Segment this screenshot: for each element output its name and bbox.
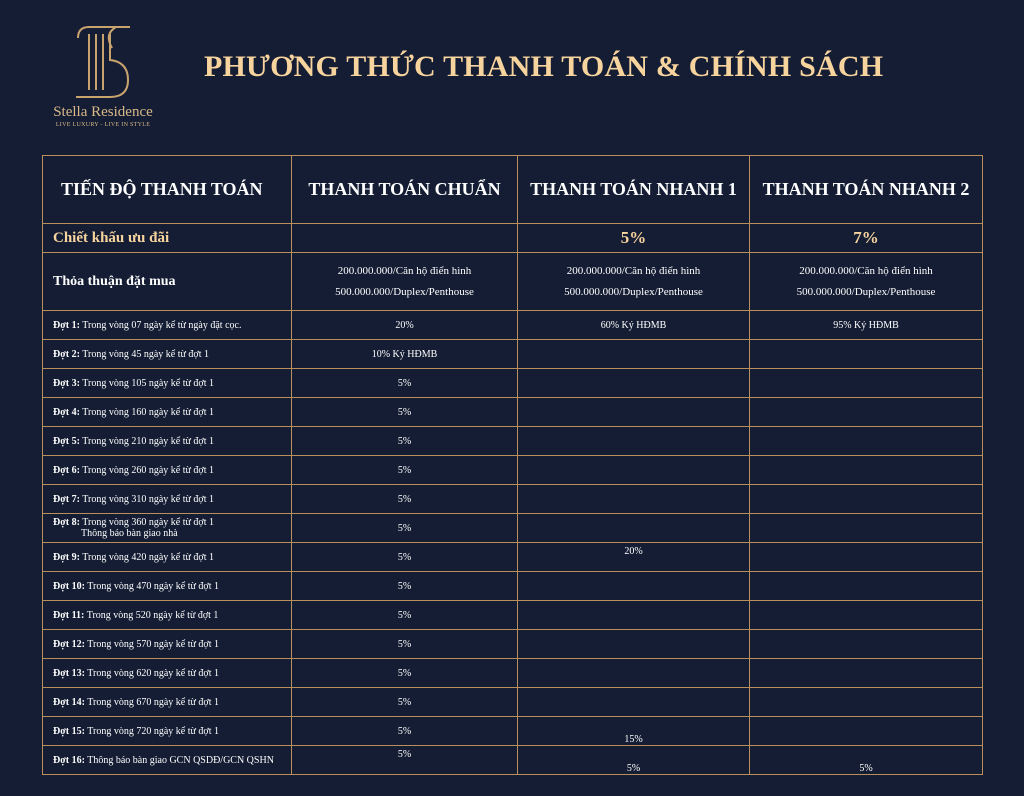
value-fast1 <box>518 630 750 659</box>
schedule-row <box>43 543 983 572</box>
value-std <box>292 746 518 775</box>
value-std <box>292 688 518 717</box>
phase-cell <box>43 514 292 543</box>
value-text: 95% Ký HĐMB <box>833 319 899 331</box>
phase-cell <box>43 427 292 456</box>
value-std <box>292 369 518 398</box>
phase-description: Trong vòng 260 ngày kể từ đợt 1 <box>82 464 214 476</box>
phase-cell <box>43 398 292 427</box>
phase-description: Trong vòng 310 ngày kể từ đợt 1 <box>82 493 214 505</box>
agreement-line-duplex: 500.000.000/Duplex/Penthouse <box>796 285 936 298</box>
phase-description: Trong vòng 360 ngày kể từ đợt 1 <box>82 517 214 528</box>
value-std <box>292 543 518 572</box>
value-fast1 <box>518 456 750 485</box>
schedule-row <box>43 746 983 775</box>
schedule-row <box>43 601 983 630</box>
value-text: 5% <box>397 609 412 621</box>
phase-description: Trong vòng 45 ngày kể từ đợt 1 <box>82 348 209 360</box>
discount-standard <box>292 224 518 253</box>
value-std <box>292 311 518 340</box>
value-std <box>292 398 518 427</box>
value-text: 5% <box>397 551 412 563</box>
phase-number: Đợt 14: <box>53 696 85 708</box>
value-fast2 <box>750 543 983 572</box>
value-text: 5% <box>397 493 412 505</box>
schedule-row <box>43 340 983 369</box>
value-text: 15% <box>624 733 643 745</box>
header-fast-payment-1: THANH TOÁN NHANH 1 <box>518 156 750 224</box>
phase-number: Đợt 16: <box>53 754 85 766</box>
phase-cell <box>43 311 292 340</box>
agreement-row <box>43 253 983 311</box>
value-fast2 <box>750 659 983 688</box>
phase-number: Đợt 3: <box>53 377 80 389</box>
value-std <box>292 485 518 514</box>
phase-number: Đợt 13: <box>53 667 85 679</box>
value-fast2 <box>750 601 983 630</box>
value-fast2 <box>750 369 983 398</box>
value-fast2 <box>750 572 983 601</box>
schedule-row <box>43 398 983 427</box>
phase-number: Đợt 10: <box>53 580 85 592</box>
value-fast2 <box>750 485 983 514</box>
agreement-line-apartment: 200.000.000/Căn hộ điển hình <box>566 264 701 277</box>
value-std <box>292 659 518 688</box>
schedule-row <box>43 514 983 543</box>
phase-number: Đợt 4: <box>53 406 80 418</box>
value-std <box>292 340 518 369</box>
value-fast1 <box>518 311 750 340</box>
value-fast2 <box>750 746 983 775</box>
schedule-row <box>43 659 983 688</box>
value-fast1 <box>518 340 750 369</box>
phase-description: Trong vòng 470 ngày kể từ đợt 1 <box>87 580 219 592</box>
agreement-fast-1 <box>518 253 750 311</box>
phase-cell <box>43 572 292 601</box>
phase-description: Trong vòng 620 ngày kể từ đợt 1 <box>87 667 219 679</box>
discount-fast-1: 5% <box>518 224 750 253</box>
phase-description: Trong vòng 160 ngày kể từ đợt 1 <box>82 406 214 418</box>
phase-description: Trong vòng 670 ngày kể từ đợt 1 <box>87 696 219 708</box>
schedule-row <box>43 485 983 514</box>
value-text: 5% <box>626 762 641 774</box>
phase-cell <box>43 746 292 775</box>
phase-cell <box>43 340 292 369</box>
schedule-row <box>43 688 983 717</box>
brand-logo <box>40 22 166 132</box>
phase-cell <box>43 456 292 485</box>
value-fast1 <box>518 398 750 427</box>
value-std <box>292 717 518 746</box>
agreement-label: Thỏa thuận đặt mua <box>43 253 292 311</box>
brand-tagline: LIVE LUXURY - LIVE IN STYLE <box>55 122 151 128</box>
brand-name: Stella Residence <box>53 104 153 120</box>
value-text: 5% <box>397 435 412 447</box>
phase-number: Đợt 1: <box>53 319 80 331</box>
value-text: 5% <box>397 748 412 760</box>
phase-cell <box>43 485 292 514</box>
table-header-row <box>43 156 983 224</box>
phase-description: Trong vòng 520 ngày kể từ đợt 1 <box>86 609 219 621</box>
value-text: 5% <box>397 696 412 708</box>
value-std <box>292 514 518 543</box>
value-fast2 <box>750 340 983 369</box>
phase-number: Đợt 6: <box>53 464 80 476</box>
value-std <box>292 601 518 630</box>
value-text: 5% <box>397 580 412 592</box>
value-text: 5% <box>397 638 412 650</box>
phase-cell <box>43 659 292 688</box>
header-payment-progress: TIẾN ĐỘ THANH TOÁN <box>43 156 292 224</box>
phase-cell <box>43 601 292 630</box>
phase-description: Trong vòng 720 ngày kể từ đợt 1 <box>87 725 219 737</box>
value-text: 5% <box>397 464 412 476</box>
value-std <box>292 427 518 456</box>
phase-number: Đợt 9: <box>53 551 80 563</box>
phase-description: Thông báo bàn giao GCN QSDĐ/GCN QSHN <box>87 754 274 766</box>
schedule-row <box>43 572 983 601</box>
header-standard-payment: THANH TOÁN CHUẨN <box>292 156 518 224</box>
phase-description: Trong vòng 420 ngày kể từ đợt 1 <box>82 551 214 563</box>
phase-description: Trong vòng 210 ngày kể từ đợt 1 <box>82 435 214 447</box>
value-fast1 <box>518 572 750 601</box>
discount-fast-2: 7% <box>750 224 983 253</box>
value-text: 10% Ký HĐMB <box>371 348 438 360</box>
phase-number: Đợt 2: <box>53 348 80 360</box>
discount-label: Chiết khấu ưu đãi <box>43 224 292 253</box>
value-text: 5% <box>859 762 873 774</box>
phase-description: Trong vòng 570 ngày kể từ đợt 1 <box>87 638 219 650</box>
value-fast2 <box>750 311 983 340</box>
stella-monogram-icon <box>72 24 134 100</box>
schedule-row <box>43 717 983 746</box>
value-fast1 <box>518 543 750 572</box>
value-text: 5% <box>397 522 412 534</box>
phase-number: Đợt 8: <box>53 517 80 528</box>
phase-cell <box>43 543 292 572</box>
phase-number: Đợt 15: <box>53 725 85 737</box>
value-fast1 <box>518 369 750 398</box>
phase-cell <box>43 369 292 398</box>
value-text: 20% <box>395 319 414 331</box>
discount-row <box>43 224 983 253</box>
value-fast1 <box>518 659 750 688</box>
phase-cell <box>43 630 292 659</box>
value-fast1 <box>518 688 750 717</box>
payment-schedule-table <box>42 155 983 775</box>
value-fast1 <box>518 717 750 746</box>
agreement-fast-2 <box>750 253 983 311</box>
phase-number: Đợt 5: <box>53 435 80 447</box>
value-fast1 <box>518 601 750 630</box>
value-fast1 <box>518 485 750 514</box>
phase-number: Đợt 12: <box>53 638 85 650</box>
value-fast2 <box>750 398 983 427</box>
schedule-row <box>43 456 983 485</box>
phase-cell <box>43 717 292 746</box>
page-title: PHƯƠNG THỨC THANH TOÁN & CHÍNH SÁCH <box>204 50 884 83</box>
phase-description: Trong vòng 07 ngày kể từ ngày đặt cọc. <box>82 319 242 331</box>
schedule-row <box>43 311 983 340</box>
value-fast1 <box>518 514 750 543</box>
value-text: 5% <box>397 406 412 418</box>
value-fast2 <box>750 630 983 659</box>
value-std <box>292 456 518 485</box>
schedule-row <box>43 369 983 398</box>
value-text: 5% <box>397 725 412 737</box>
agreement-standard <box>292 253 518 311</box>
schedule-row <box>43 427 983 456</box>
value-text: 5% <box>397 667 412 679</box>
value-fast1 <box>518 746 750 775</box>
phase-note: Thông báo bàn giao nhà <box>81 528 178 539</box>
phase-description: Trong vòng 105 ngày kể từ đợt 1 <box>82 377 214 389</box>
agreement-line-apartment: 200.000.000/Căn hộ điển hình <box>799 264 933 277</box>
value-std <box>292 572 518 601</box>
agreement-line-apartment: 200.000.000/Căn hộ điển hình <box>337 264 472 277</box>
phase-number: Đợt 11: <box>53 609 85 621</box>
value-fast1 <box>518 427 750 456</box>
value-std <box>292 630 518 659</box>
value-text: 60% Ký HĐMB <box>600 319 667 331</box>
value-fast2 <box>750 456 983 485</box>
value-fast2 <box>750 717 983 746</box>
value-text: 5% <box>397 377 412 389</box>
phase-cell <box>43 688 292 717</box>
value-text: 20% <box>624 545 643 557</box>
value-fast2 <box>750 688 983 717</box>
value-fast2 <box>750 514 983 543</box>
schedule-body <box>43 311 983 775</box>
value-fast2 <box>750 427 983 456</box>
schedule-row <box>43 630 983 659</box>
agreement-line-duplex: 500.000.000/Duplex/Penthouse <box>335 285 474 298</box>
header-fast-payment-2: THANH TOÁN NHANH 2 <box>750 156 983 224</box>
phase-number: Đợt 7: <box>53 493 80 505</box>
agreement-line-duplex: 500.000.000/Duplex/Penthouse <box>564 285 703 298</box>
